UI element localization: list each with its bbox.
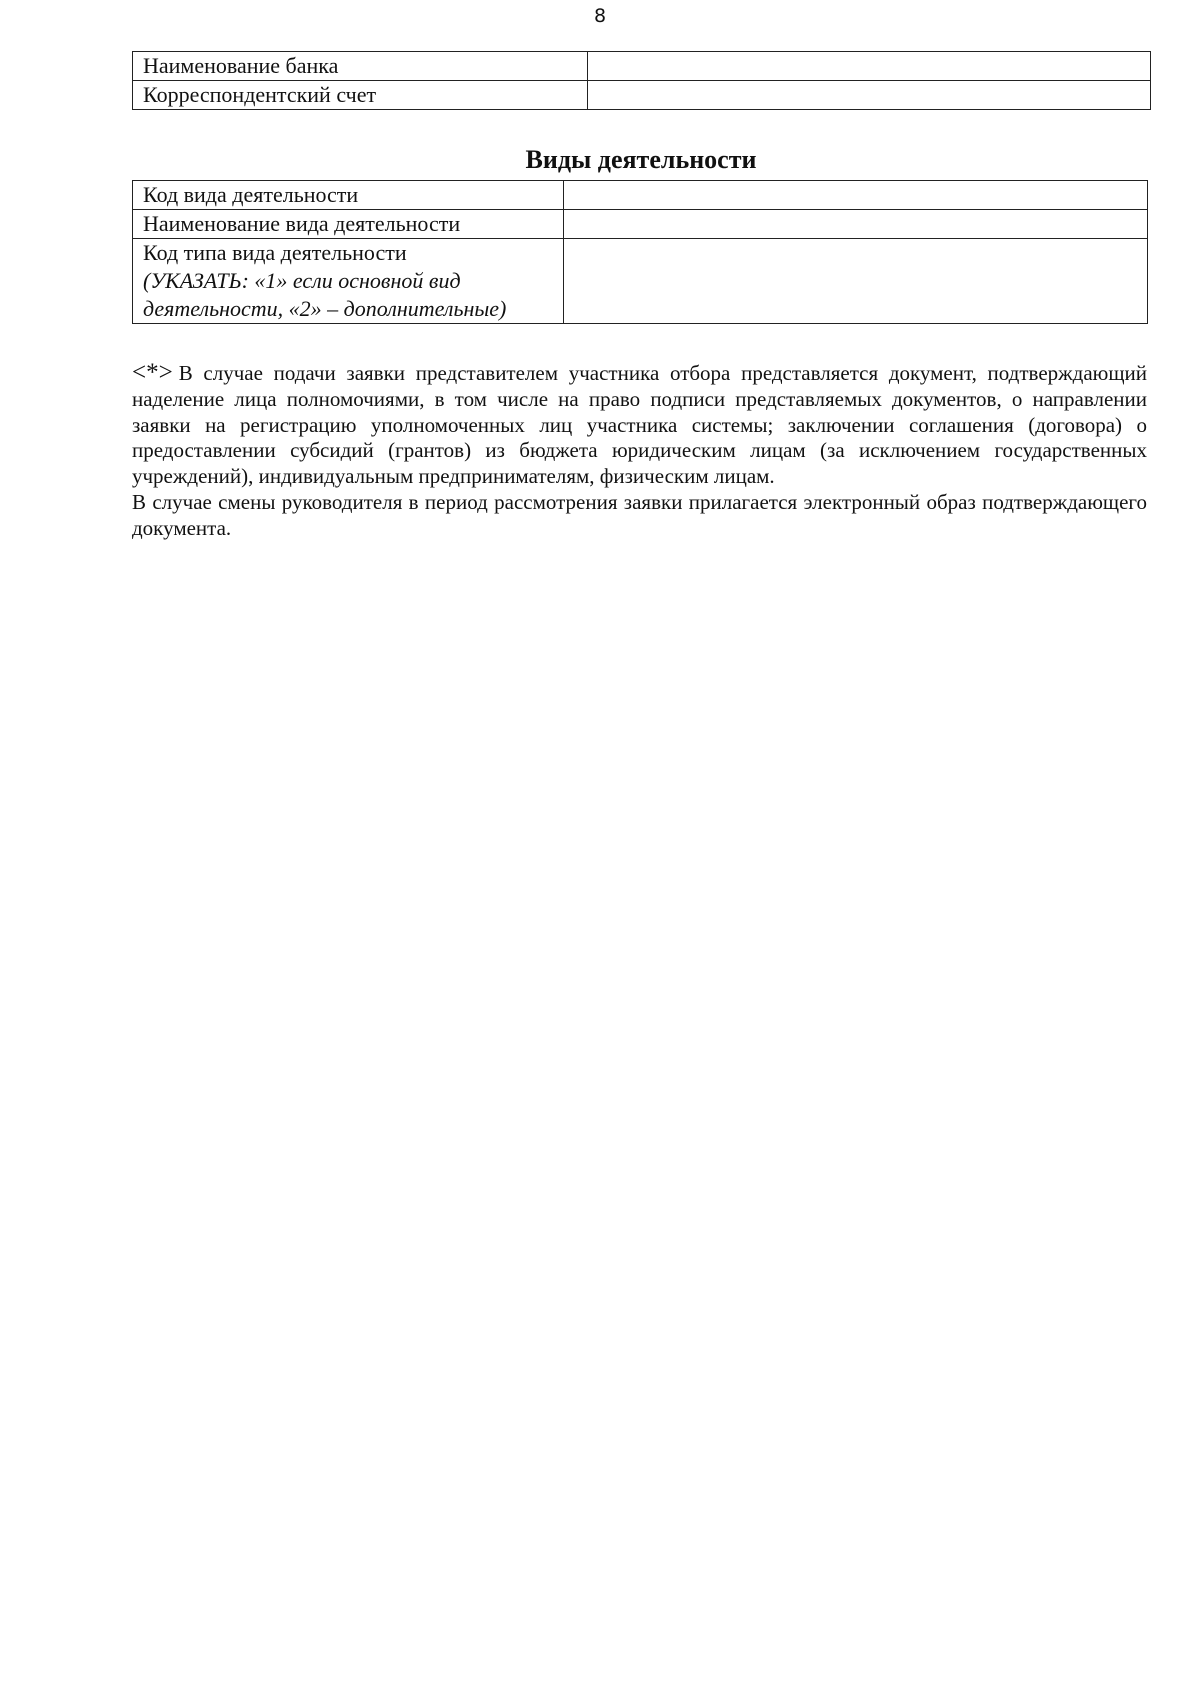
activity-code-label: Код вида деятельности <box>133 181 564 210</box>
page-number: 8 <box>593 5 607 27</box>
table-row <box>133 210 1148 239</box>
correspondent-account-value[interactable] <box>588 81 1151 110</box>
footnote-text-1: В случае подачи заявки представителем участника отбора представляется документ, подтверждающий наделение лица полномочиями, в том числе на право подписи представляемых документов, о направлении заявки на регистрацию уполномоченных лиц участника системы; заключении соглашения (договора) о предоставлении субсидий (грантов) из бюджета юридическим лицам (за исключением государственных учреждений), индивидуальным предпринимателям, физическим лицам. <box>132 361 1147 489</box>
footnote <box>132 360 1147 542</box>
table-row <box>133 181 1148 210</box>
bank-name-label: Наименование банка <box>133 52 588 81</box>
activity-code-value[interactable] <box>564 181 1148 210</box>
footnote-paragraph <box>132 360 1147 490</box>
correspondent-account-label: Корреспондентский счет <box>133 81 588 110</box>
activity-type-code-value[interactable] <box>564 239 1148 324</box>
activity-type-note-line1: (УКАЗАТЬ: «1» если основной вид <box>143 268 461 293</box>
table-row <box>133 52 1151 81</box>
footnote-marker: <*> <box>132 359 173 386</box>
bank-name-value[interactable] <box>588 52 1151 81</box>
footnote-paragraph <box>132 490 1147 542</box>
bank-details-table <box>132 51 1151 110</box>
activity-name-value[interactable] <box>564 210 1148 239</box>
activity-type-code-label: Код типа вида деятельности <box>143 240 407 265</box>
section-title: Виды деятельности <box>525 145 757 174</box>
table-row <box>133 239 1148 324</box>
activity-type-note-line2: деятельности, «2» – дополнительные) <box>143 296 507 321</box>
footnote-text-2: В случае смены руководителя в период рассмотрения заявки прилагается электронный образ подтверждающего документа. <box>132 489 1147 540</box>
table-row <box>133 81 1151 110</box>
activity-name-label: Наименование вида деятельности <box>133 210 564 239</box>
activity-type-code-cell <box>133 239 564 324</box>
activities-table <box>132 180 1148 324</box>
